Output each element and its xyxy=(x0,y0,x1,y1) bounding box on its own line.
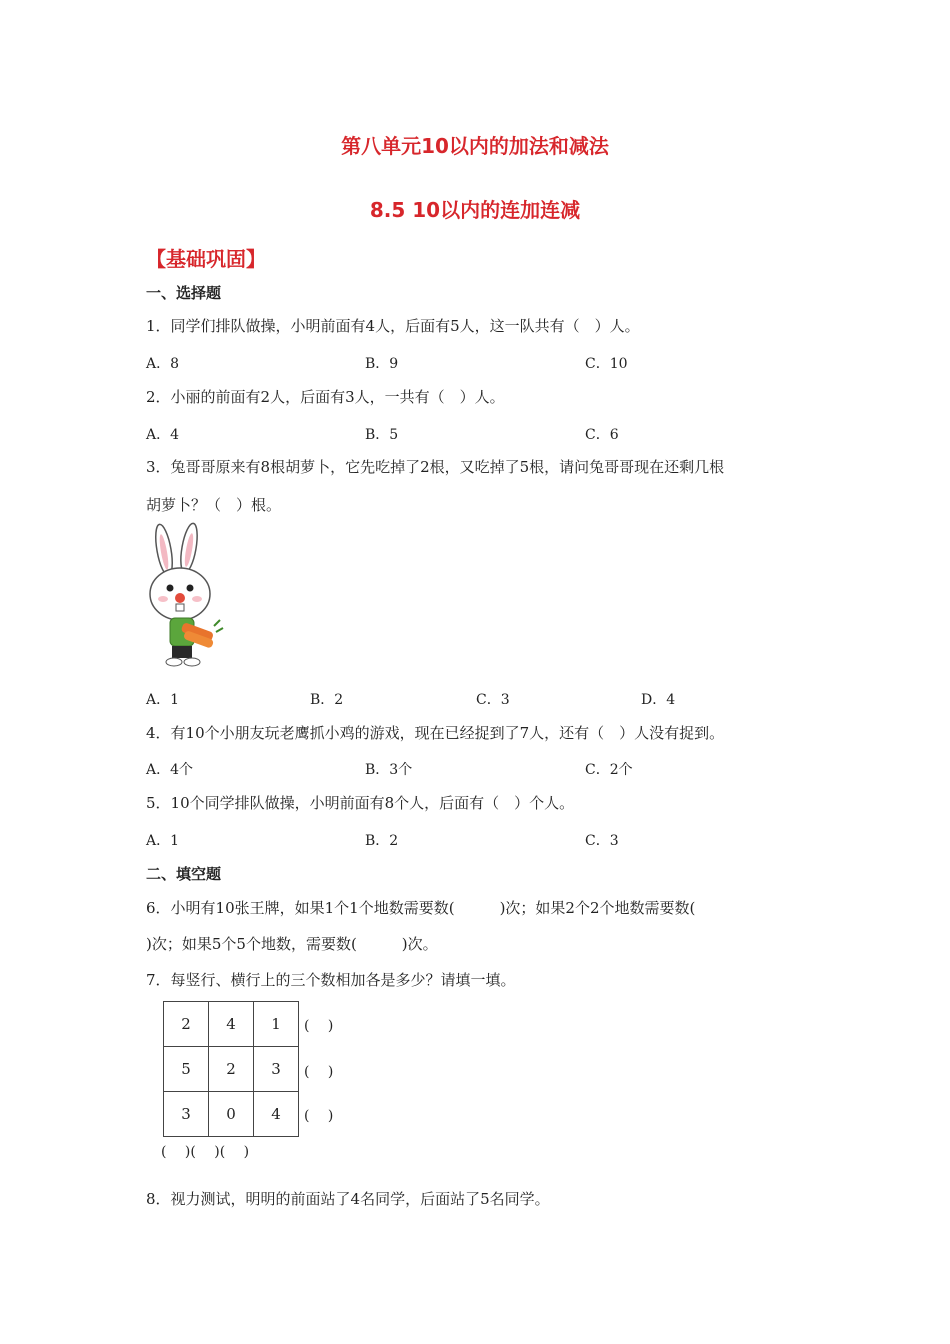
question-4: 4．有10个小朋友玩老鹰抓小鸡的游戏，现在已经捉到了7人，还有（ ）人没有捉到。 xyxy=(146,724,725,742)
question-1: 1．同学们排队做操，小明前面有4人，后面有5人，这一队共有（ ）人。 xyxy=(146,317,640,335)
question-3-line1: 3．兔哥哥原来有8根胡萝卜，它先吃掉了2根，又吃掉了5根，请问兔哥哥现在还剩几根 xyxy=(146,458,725,476)
unit-title: 第八单元10以内的加法和减法 xyxy=(341,134,609,158)
grid-cell: 1 xyxy=(254,1002,299,1047)
q4-option-b: B．3个 xyxy=(365,762,413,778)
section-tag: 【基础巩固】 xyxy=(146,247,266,271)
grid-row xyxy=(164,1047,299,1092)
grid-cell: 2 xyxy=(209,1047,254,1092)
q2-option-b: B．5 xyxy=(365,427,399,443)
question-7: 7．每竖行、横行上的三个数相加各是多少？请填一填。 xyxy=(146,971,516,989)
grid-cell: 4 xyxy=(209,1002,254,1047)
q3-option-a: A．1 xyxy=(146,692,180,708)
question-6-line2: )次；如果5个5个地数，需要数( )次。 xyxy=(146,935,438,953)
grid-cell: 0 xyxy=(209,1092,254,1137)
row-sum-blank[interactable]: ( ) xyxy=(304,1018,334,1034)
q1-option-b: B．9 xyxy=(365,356,399,372)
q1-option-a: A．8 xyxy=(146,356,180,372)
part1-heading: 一、选择题 xyxy=(146,284,222,302)
q3-option-b: B．2 xyxy=(310,692,344,708)
question-2: 2．小丽的前面有2人，后面有3人，一共有（ ）人。 xyxy=(146,388,505,406)
q4-option-c: C．2个 xyxy=(585,762,633,778)
q3-option-c: C．3 xyxy=(476,692,510,708)
question-8: 8．视力测试，明明的前面站了4名同学，后面站了5名同学。 xyxy=(146,1190,550,1208)
grid-row xyxy=(164,1092,299,1137)
part2-heading: 二、填空题 xyxy=(146,865,222,883)
q1-option-c: C．10 xyxy=(585,356,628,372)
grid-cell: 4 xyxy=(254,1092,299,1137)
grid-cell: 3 xyxy=(164,1092,209,1137)
q4-option-a: A．4个 xyxy=(146,762,194,778)
question-6-line1: 6．小明有10张王牌，如果1个1个地数需要数( )次；如果2个2个地数需要数( xyxy=(146,899,696,917)
q5-option-c: C．3 xyxy=(585,833,619,849)
q2-option-a: A．4 xyxy=(146,427,180,443)
grid-cell: 5 xyxy=(164,1047,209,1092)
column-sum-blanks[interactable]: ( )( )( ) xyxy=(161,1144,250,1160)
row-sum-blank[interactable]: ( ) xyxy=(304,1108,334,1124)
q5-option-a: A．1 xyxy=(146,833,180,849)
question-5: 5．10个同学排队做操，小明前面有8个人，后面有（ ）个人。 xyxy=(146,794,575,812)
lesson-title: 8.5 10以内的连加连减 xyxy=(369,198,581,222)
grid-cell: 2 xyxy=(164,1002,209,1047)
q2-option-c: C．6 xyxy=(585,427,619,443)
q5-option-b: B．2 xyxy=(365,833,399,849)
question-3-line2: 胡萝卜？（ ）根。 xyxy=(146,496,282,514)
grid-row xyxy=(164,1002,299,1047)
number-grid xyxy=(163,1001,299,1137)
rabbit-with-carrots-image xyxy=(144,522,224,670)
row-sum-blank[interactable]: ( ) xyxy=(304,1064,334,1080)
grid-cell: 3 xyxy=(254,1047,299,1092)
q3-option-d: D．4 xyxy=(641,692,676,708)
